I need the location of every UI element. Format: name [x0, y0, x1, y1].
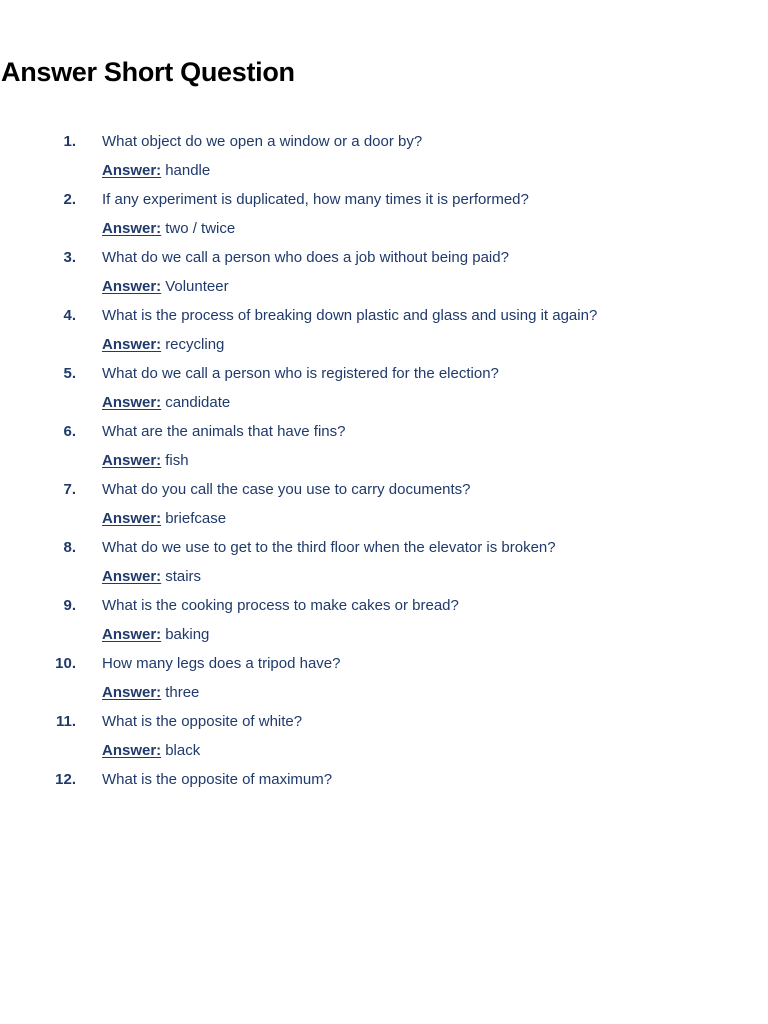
- answer-label: Answer:: [102, 452, 162, 469]
- answer-line: [102, 562, 201, 591]
- question-text: What do we call a person who does a job without being paid?: [102, 249, 509, 266]
- answer-line: [102, 504, 226, 533]
- answer-line: [102, 388, 230, 417]
- answer-text: fish: [165, 452, 189, 469]
- answer-text: three: [165, 684, 200, 701]
- answer-line: [102, 214, 235, 243]
- question-text: What is the opposite of maximum?: [102, 771, 333, 788]
- page-title: Answer Short Question: [1, 57, 295, 87]
- answer-label: Answer:: [102, 568, 162, 585]
- answer-label: Answer:: [102, 394, 162, 411]
- question-item: [0, 127, 768, 156]
- question-item: [0, 185, 768, 214]
- answer-text: handle: [165, 162, 211, 179]
- answer-item: [0, 330, 768, 359]
- answer-label: Answer:: [102, 742, 162, 759]
- question-number: 9.: [63, 597, 76, 614]
- question-text: What are the animals that have fins?: [102, 423, 346, 440]
- answer-text: recycling: [165, 336, 225, 353]
- answer-label: Answer:: [102, 278, 162, 295]
- answer-item: [0, 272, 768, 301]
- question-number: 1.: [63, 133, 76, 150]
- answer-text: two / twice: [165, 220, 236, 237]
- question-item: [0, 591, 768, 620]
- question-text: What do we use to get to the third floor when the elevator is broken?: [102, 539, 556, 556]
- question-text: How many legs does a tripod have?: [102, 655, 341, 672]
- answer-line: [102, 272, 229, 301]
- question-item: [0, 417, 768, 446]
- question-number: 3.: [63, 249, 76, 266]
- question-text: What do you call the case you use to carry documents?: [102, 481, 471, 498]
- answer-item: [0, 214, 768, 243]
- question-number: 11.: [55, 713, 76, 730]
- answer-item: [0, 736, 768, 765]
- question-number: 5.: [63, 365, 76, 382]
- question-item: [0, 649, 768, 678]
- answer-line: [102, 446, 189, 475]
- question-item: [0, 243, 768, 272]
- answer-text: Volunteer: [165, 278, 229, 295]
- answer-line: [102, 620, 209, 649]
- question-list: [0, 127, 768, 794]
- answer-line: [102, 678, 199, 707]
- answer-text: candidate: [165, 394, 231, 411]
- answer-item: [0, 388, 768, 417]
- question-text: What is the opposite of white?: [102, 713, 303, 730]
- question-item: [0, 765, 768, 794]
- answer-label: Answer:: [102, 336, 162, 353]
- answer-line: [102, 156, 210, 185]
- answer-label: Answer:: [102, 684, 162, 701]
- answer-label: Answer:: [102, 626, 162, 643]
- question-number: 2.: [63, 191, 76, 208]
- question-item: [0, 533, 768, 562]
- question-text: What is the process of breaking down plastic and glass and using it again?: [102, 307, 598, 324]
- answer-item: [0, 620, 768, 649]
- answer-label: Answer:: [102, 162, 162, 179]
- question-text: What object do we open a window or a door by?: [102, 133, 423, 150]
- question-item: [0, 359, 768, 388]
- question-number: 7.: [63, 481, 76, 498]
- answer-item: [0, 562, 768, 591]
- question-text: If any experiment is duplicated, how many times it is performed?: [102, 191, 529, 208]
- answer-text: black: [165, 742, 201, 759]
- question-number: 10.: [55, 655, 76, 672]
- question-item: [0, 707, 768, 736]
- answer-line: [102, 330, 224, 359]
- question-number: 12.: [55, 771, 76, 788]
- answer-label: Answer:: [102, 220, 162, 237]
- question-number: 4.: [63, 307, 76, 324]
- answer-item: [0, 446, 768, 475]
- answer-text: briefcase: [165, 510, 227, 527]
- question-number: 6.: [63, 423, 76, 440]
- answer-label: Answer:: [102, 510, 162, 527]
- answer-text: stairs: [165, 568, 202, 585]
- question-text: What do we call a person who is registered for the election?: [102, 365, 499, 382]
- answer-item: [0, 156, 768, 185]
- question-text: What is the cooking process to make cakes or bread?: [102, 597, 459, 614]
- answer-item: [0, 678, 768, 707]
- answer-item: [0, 504, 768, 533]
- question-item: [0, 301, 768, 330]
- answer-text: baking: [165, 626, 210, 643]
- question-item: [0, 475, 768, 504]
- answer-line: [102, 736, 200, 765]
- question-number: 8.: [63, 539, 76, 556]
